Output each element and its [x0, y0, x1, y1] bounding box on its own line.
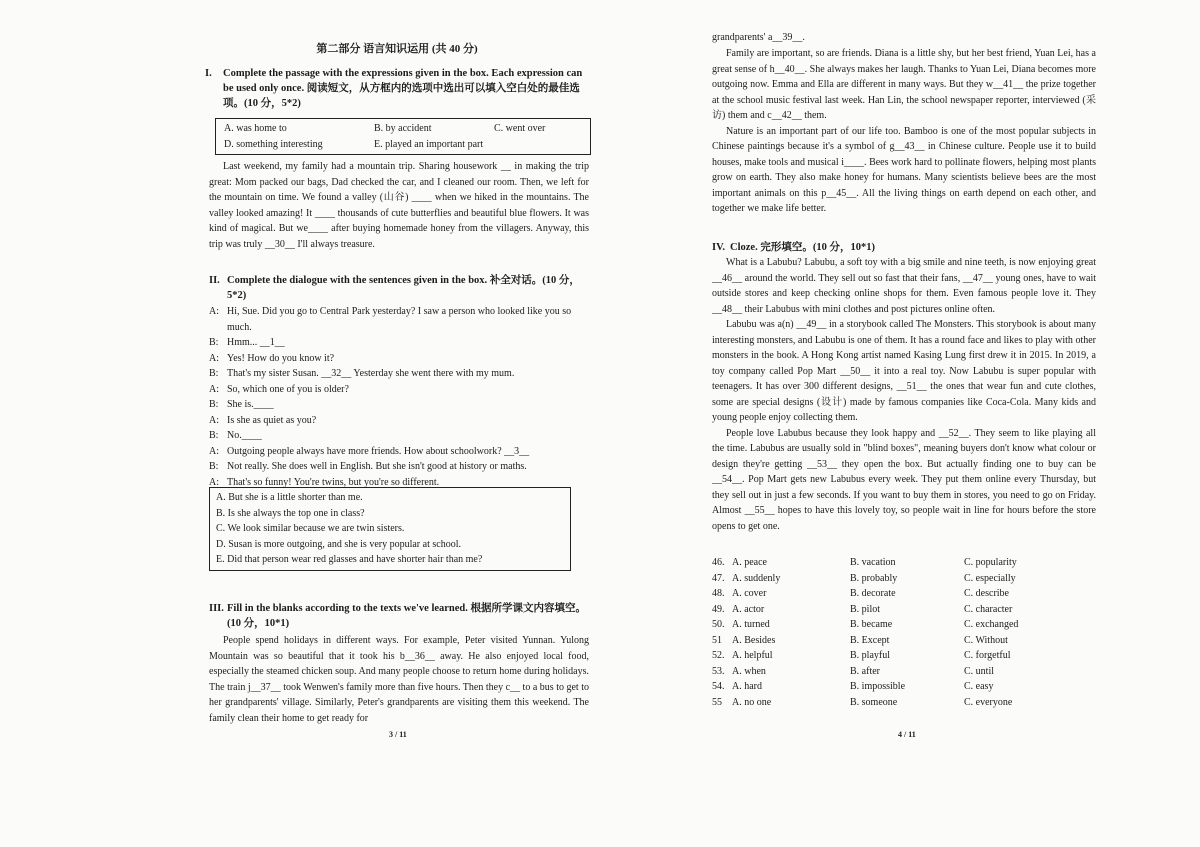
choice-a: A. cover	[732, 588, 767, 599]
cloze-option-row	[712, 602, 1096, 618]
question-number: 51	[712, 634, 722, 646]
cloze-option-row	[712, 664, 1096, 680]
dialogue-line	[209, 444, 589, 460]
dialogue-line	[209, 351, 589, 367]
choice-a: A. peace	[732, 557, 767, 568]
choice-a: A. no one	[732, 696, 772, 708]
section-3-passage: People spend holidays in different ways. For example, Peter visited Yunnan. Yulong Mountain was so beautiful that it took his b__36__ away. He also enjoyed local food, especially the steamed chicken soup. And many people choose to return home during holidays. The train j__37__ took Wenwen's family more than five hours. Then they c__ to a bus to get to her grandparents' village. Similarly, Peter's grandparents are visiting them this weekend. The family clean their home to get ready for	[209, 635, 589, 724]
section-4-instructions: Cloze. 完形填空。(10 分，10*1)	[730, 242, 875, 253]
choice-b: B. Except	[850, 634, 890, 646]
choice-c: C. exchanged	[964, 619, 1019, 630]
cloze-option-row	[712, 555, 1096, 571]
choice-a: A. actor	[732, 603, 765, 615]
dialogue-line	[209, 304, 589, 335]
choice-a: A. when	[732, 665, 766, 677]
choice-c: C. forgetful	[964, 650, 1011, 661]
option-e: E. played an important part	[374, 138, 484, 150]
passage-paragraph: Nature is an important part of our life too. Bamboo is one of the most popular subjects in Chinese paintings because it's a symbol of g__43__ in Chinese culture. People use it to build houses, make tools and musical i____. Bees work hard to pollinate flowers, helping most plants grow on earth. They also make honey for humans. Many scientists believe bees are the most important animals on this p__45__. All the living things on earth depend on each other, and together we make life better.	[712, 125, 1096, 214]
section-2	[209, 273, 589, 490]
dialogue-line	[209, 382, 589, 398]
cloze-paragraph: What is a Labubu? Labubu, a soft toy with a big smile and nine teeth, is now enjoying great __46__ around the world. They sell out so fast that their fans, __47__ young ones, have to wait outside stores and keep checking online shops for them. Even famous people love it. They __48__ their Labubus with mini clothes and post pictures online often.	[712, 257, 1096, 315]
question-number: 48.	[712, 588, 725, 599]
choice-b: B. after	[850, 665, 880, 677]
option-a: A. was home to	[224, 123, 287, 134]
dialogue-text: Hi, Sue. Did you go to Central Park yesterday? I saw a person who looked like you so much.	[227, 306, 572, 333]
question-number: 46.	[712, 557, 725, 568]
page-number-left: 3 / 11	[389, 730, 407, 739]
question-number: 50.	[712, 619, 725, 630]
dialogue-text: That's so funny! You're twins, but you're so different.	[227, 476, 440, 488]
speaker: A:	[209, 445, 219, 457]
choice-c: C. until	[964, 665, 995, 677]
choice-c: C. character	[964, 603, 1013, 615]
passage-paragraph: Family are important, so are friends. Diana is a little shy, but her best friend, Yuan Lei, has a great sense of h__40__. She always makes her laugh. Thanks to Yuan Lei, Diana becomes more outgoing now. Emma and Ella are different in many ways. But they w__41__ the prize together at the school music festival last week. Han Lin, the school newspaper reporter, interviewed (采访) them and c__42__ them.	[712, 48, 1096, 121]
page-number-right: 4 / 11	[898, 730, 916, 739]
dialogue-text: Hmm... __1__	[227, 337, 285, 348]
section-2-heading	[209, 273, 589, 303]
choice-a: A. helpful	[732, 650, 773, 661]
section-3	[209, 601, 589, 726]
dialogue-text: Not really. She does well in English. But she isn't good at history or maths.	[227, 461, 527, 472]
option-d: D. something interesting	[224, 138, 323, 150]
speaker: B:	[209, 399, 219, 410]
cloze-paragraph: Labubu was a(n) __49__ in a storybook called The Monsters. This storybook is about many interesting monsters, and Labubu is one of them. It has a round face and likes to play with other monsters in the book. A Hong Kong artist named Kasing Lung first drew it in 2015. In 2019, a toy company called Pop Mart __50__ it into a real toy. Now Labubu is super popular with teenagers. It has over 300 different designs, __51__ the ones that wear fun and cute clothes, some are special designs (设计) made by famous companies like Coca-Cola. Many kids and young people enjoy collecting them.	[712, 319, 1096, 423]
dialogue	[209, 304, 589, 490]
dialogue-option-a: A. But she is a little shorter than me.	[216, 492, 363, 503]
speaker: A:	[209, 414, 219, 426]
choice-c: C. easy	[964, 681, 994, 692]
speaker: A:	[209, 476, 219, 488]
cloze-paragraph: People love Labubus because they look happy and __52__. They seem to like playing all the time. Labubus are usually sold in "blind boxes", meaning buyers don't know what colour or design they're getting __53__ they open the box. But actually finding one to buy can be __54__. Pop Mart gets new Labubus every week. They put them online every Thursday, but they sell out in just a few seconds. If you want to buy them in stores, you need to go on Friday. Almost __55__ hopes to have this lovely toy, so people wait in line for hours before the store opens to get one.	[712, 427, 1096, 532]
option-c: C. went over	[494, 123, 546, 134]
dialogue-text: She is.____	[227, 399, 274, 410]
cloze-option-row	[712, 617, 1096, 633]
cloze-option-row	[712, 679, 1096, 695]
section-1-heading	[205, 66, 589, 111]
question-number: 53.	[712, 665, 725, 677]
section-1-option-box	[215, 118, 591, 155]
speaker: B:	[209, 368, 219, 379]
choice-c: C. describe	[964, 588, 1009, 599]
choice-a: A. Besides	[732, 634, 776, 646]
choice-a: A. hard	[732, 681, 762, 692]
dialogue-text: Is she as quiet as you?	[227, 414, 317, 426]
question-number: 52.	[712, 650, 725, 661]
choice-a: A. turned	[732, 619, 770, 630]
section-2-number: II.	[209, 275, 220, 286]
option-b: B. by accident	[374, 123, 432, 134]
section-1-number: I.	[205, 68, 212, 79]
section-3-number: III.	[209, 603, 224, 614]
speaker: A:	[209, 383, 219, 395]
choice-b: B. probably	[850, 572, 898, 584]
cloze-option-row	[712, 633, 1096, 649]
cloze-option-row	[712, 571, 1096, 587]
dialogue-text: Yes! How do you know it?	[227, 352, 335, 364]
dialogue-line	[209, 459, 589, 475]
choice-b: B. decorate	[850, 588, 896, 599]
choice-c: C. Without	[964, 634, 1008, 646]
question-number: 54.	[712, 681, 725, 692]
section-1-passage: Last weekend, my family had a mountain trip. Sharing housework __ in making the trip great: Mom packed our bags, Dad checked the car, and I cleaned our room. Then, we left for the mountain on time. We found a valley (山谷) ____ when we hiked in the mountains. The valley looked amazing! It ____ thousands of cute butterflies and beautiful blue flowers. It was kind of magical. But we____ after buying homemade honey from the villagers. Anyway, this trip was truly __30__ I'll always treasure.	[209, 161, 589, 250]
speaker: B:	[209, 337, 219, 348]
dialogue-line	[209, 335, 589, 351]
choice-b: B. vacation	[850, 557, 896, 568]
choice-b: B. playful	[850, 650, 890, 661]
cloze-option-row	[712, 695, 1096, 711]
dialogue-option-d: D. Susan is more outgoing, and she is very popular at school.	[216, 538, 461, 550]
choice-b: B. someone	[850, 696, 898, 708]
cloze-option-row	[712, 586, 1096, 602]
choice-b: B. became	[850, 619, 893, 630]
section-3-instructions: Fill in the blanks according to the texts we've learned. 根据所学课文内容填空。(10 分，10*1)	[227, 603, 587, 629]
choice-c: C. popularity	[964, 557, 1017, 568]
question-number: 47.	[712, 572, 725, 584]
part-title: 第二部分 语言知识运用 (共 40 分)	[316, 43, 478, 55]
continued-passage	[712, 46, 1096, 217]
dialogue-line	[209, 397, 589, 413]
dialogue-line	[209, 413, 589, 429]
section-1-instructions: Complete the passage with the expressions given in the box. Each expression can be used only once. 阅读短文，从方框内的选项中选出可以填入空白处的最佳选项。(10 分，5*2)	[223, 68, 583, 109]
dialogue-text: So, which one of you is older?	[227, 383, 349, 395]
cloze-option-row	[712, 648, 1096, 664]
choice-b: B. impossible	[850, 681, 906, 692]
section-4-number: IV.	[712, 242, 725, 253]
speaker: A:	[209, 306, 219, 317]
dialogue-line	[209, 428, 589, 444]
section-4	[712, 240, 1096, 534]
cloze-options	[712, 555, 1096, 710]
choice-c: C. everyone	[964, 696, 1013, 708]
section-1	[205, 66, 589, 111]
dialogue-option-b: B. Is she always the top one in class?	[216, 507, 365, 519]
question-number: 49.	[712, 603, 725, 615]
dialogue-text: No.____	[227, 430, 262, 441]
section-2-instructions: Complete the dialogue with the sentences given in the box. 补全对话。(10 分，5*2)	[227, 275, 580, 301]
choice-a: A. suddenly	[732, 572, 781, 584]
dialogue-line	[209, 366, 589, 382]
speaker: B:	[209, 430, 219, 441]
section-2-option-box	[209, 487, 571, 571]
section-3-heading	[209, 601, 589, 631]
section-4-heading	[712, 240, 1096, 255]
dialogue-option-c: C. We look similar because we are twin sisters.	[216, 523, 405, 534]
speaker: A:	[209, 352, 219, 364]
continued-first-line: grandparents' a__39__.	[712, 32, 805, 43]
question-number: 55	[712, 696, 722, 708]
choice-b: B. pilot	[850, 603, 881, 615]
dialogue-option-e: E. Did that person wear red glasses and have shorter hair than me?	[216, 554, 483, 565]
speaker: B:	[209, 461, 219, 472]
dialogue-text: That's my sister Susan. __32__ Yesterday she went there with my mum.	[227, 368, 515, 379]
dialogue-text: Outgoing people always have more friends. How about schoolwork? __3__	[227, 445, 530, 457]
choice-c: C. especially	[964, 572, 1016, 584]
